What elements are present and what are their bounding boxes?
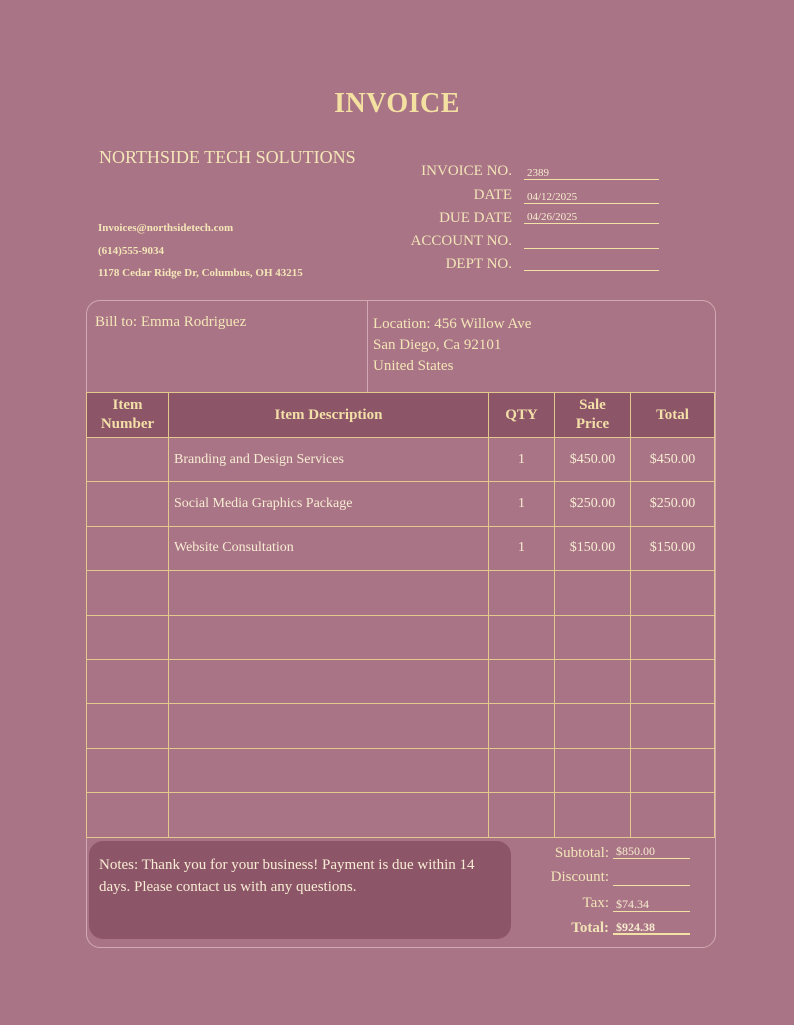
subtotal-label: Subtotal:	[554, 845, 609, 861]
total-cell[interactable]: $250.00	[631, 482, 715, 526]
item-number-cell[interactable]	[87, 615, 169, 659]
qty-cell[interactable]	[489, 748, 555, 792]
due-date-field[interactable]: 04/26/2025	[524, 210, 659, 224]
price-cell[interactable]: $450.00	[555, 438, 631, 482]
item-number-cell[interactable]	[87, 748, 169, 792]
qty-cell[interactable]	[489, 615, 555, 659]
total-label: Total:	[571, 920, 609, 936]
table-row	[87, 659, 715, 703]
price-cell[interactable]: $250.00	[555, 482, 631, 526]
header-description: Item Description	[169, 393, 489, 438]
date-label: DATE	[473, 187, 512, 203]
header-qty: QTY	[489, 393, 555, 438]
table-row	[87, 526, 715, 570]
table-row	[87, 571, 715, 615]
discount-label: Discount:	[550, 869, 609, 885]
total-field[interactable]: $924.38	[613, 919, 690, 935]
description-cell[interactable]: Social Media Graphics Package	[169, 482, 489, 526]
table-row	[87, 748, 715, 792]
item-number-cell[interactable]	[87, 526, 169, 570]
total-cell[interactable]	[631, 704, 715, 748]
company-address: 1178 Cedar Ridge Dr, Columbus, OH 43215	[98, 267, 303, 279]
company-name: NORTHSIDE TECH SOLUTIONS	[99, 147, 356, 167]
dept-no-field[interactable]	[524, 257, 659, 271]
tax-field[interactable]: $74.34	[613, 896, 690, 912]
items-table	[86, 392, 715, 838]
table-row	[87, 482, 715, 526]
discount-field[interactable]	[613, 870, 690, 886]
item-number-cell[interactable]	[87, 482, 169, 526]
header-item-number-line-2: Number	[100, 416, 155, 432]
qty-cell[interactable]: 1	[489, 482, 555, 526]
location	[373, 314, 531, 377]
dept-no-label: DEPT NO.	[445, 256, 512, 272]
bill-divider	[367, 300, 368, 392]
description-cell[interactable]	[169, 659, 489, 703]
description-cell[interactable]	[169, 704, 489, 748]
price-cell[interactable]	[555, 659, 631, 703]
invoice-no-field[interactable]: 2389	[524, 166, 659, 180]
table-header-row	[87, 393, 715, 438]
qty-cell[interactable]	[489, 704, 555, 748]
total-cell[interactable]	[631, 659, 715, 703]
description-cell[interactable]	[169, 793, 489, 837]
invoice-no-label: INVOICE NO.	[421, 163, 512, 179]
description-cell[interactable]	[169, 615, 489, 659]
qty-cell[interactable]: 1	[489, 526, 555, 570]
location-line-3: United States	[373, 358, 454, 374]
total-cell[interactable]	[631, 748, 715, 792]
item-number-cell[interactable]	[87, 571, 169, 615]
qty-cell[interactable]	[489, 793, 555, 837]
header-total: Total	[631, 393, 715, 438]
notes-text[interactable]: Notes: Thank you for your business! Payment is due within 14 days. Please contact us with any questions.	[99, 857, 475, 895]
table-row	[87, 615, 715, 659]
tax-label: Tax:	[582, 895, 609, 911]
item-number-cell[interactable]	[87, 793, 169, 837]
price-cell[interactable]	[555, 615, 631, 659]
bill-to: Bill to: Emma Rodriguez	[95, 314, 247, 330]
qty-cell[interactable]	[489, 571, 555, 615]
qty-cell[interactable]: 1	[489, 438, 555, 482]
table-row	[87, 704, 715, 748]
header-sale-price-line-1: Sale	[579, 397, 606, 413]
date-field[interactable]: 04/12/2025	[524, 190, 659, 204]
total-cell[interactable]: $150.00	[631, 526, 715, 570]
header-sale-price	[555, 393, 631, 438]
description-cell[interactable]	[169, 748, 489, 792]
location-line-2: San Diego, Ca 92101	[373, 337, 502, 353]
total-cell[interactable]	[631, 571, 715, 615]
location-line-1: Location: 456 Willow Ave	[373, 316, 532, 332]
qty-cell[interactable]	[489, 659, 555, 703]
invoice-title: INVOICE	[334, 88, 460, 119]
item-number-cell[interactable]	[87, 704, 169, 748]
header-item-number	[87, 393, 169, 438]
item-number-cell[interactable]	[87, 659, 169, 703]
total-cell[interactable]: $450.00	[631, 438, 715, 482]
price-cell[interactable]	[555, 571, 631, 615]
price-cell[interactable]	[555, 793, 631, 837]
account-no-label: ACCOUNT NO.	[410, 233, 512, 249]
total-cell[interactable]	[631, 793, 715, 837]
header-sale-price-line-2: Price	[575, 416, 610, 432]
description-cell[interactable]: Branding and Design Services	[169, 438, 489, 482]
company-email: Invoices@northsidetech.com	[98, 222, 234, 234]
item-number-cell[interactable]	[87, 438, 169, 482]
subtotal-field[interactable]: $850.00	[613, 843, 690, 859]
price-cell[interactable]: $150.00	[555, 526, 631, 570]
header-item-number-line-1: Item	[112, 397, 143, 413]
table-row	[87, 793, 715, 837]
table-row	[87, 438, 715, 482]
company-phone: (614)555-9034	[98, 245, 164, 257]
price-cell[interactable]	[555, 704, 631, 748]
total-cell[interactable]	[631, 615, 715, 659]
due-date-label: DUE DATE	[439, 210, 512, 226]
price-cell[interactable]	[555, 748, 631, 792]
account-no-field[interactable]	[524, 235, 659, 249]
description-cell[interactable]	[169, 571, 489, 615]
description-cell[interactable]: Website Consultation	[169, 526, 489, 570]
